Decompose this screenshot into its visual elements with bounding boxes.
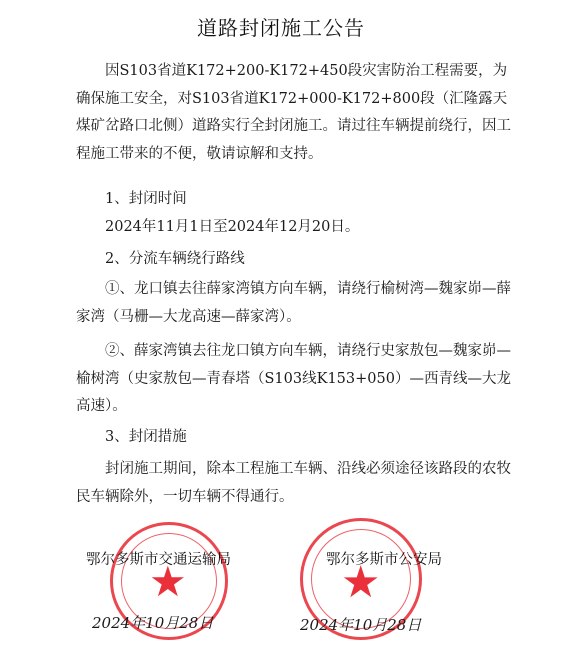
- right-signature-date: 2024年10月28日: [300, 616, 422, 634]
- section-1-heading: 1、封闭时间: [105, 191, 187, 207]
- intro-paragraph: 因S103省道K172+200-K172+450段灾害防治工程需要，为确保施工安全，对S103省道K172+000-K172+800段（汇隆露天煤矿岔路口北侧）道路实行全封闭施工。请过往车辆提前绕行，因工程施工带来的不便，敬请谅解和支持。: [76, 63, 511, 162]
- left-signature-date: 2024年10月28日: [92, 614, 214, 632]
- page-title: 道路封闭施工公告: [197, 16, 365, 40]
- right-seal-star-icon: ★: [341, 557, 381, 608]
- right-signature-org: 鄂尔多斯市公安局: [326, 552, 442, 568]
- left-signature-org: 鄂尔多斯市交通运输局: [86, 552, 231, 568]
- section-2-heading: 2、分流车辆绕行路线: [105, 251, 245, 267]
- section-1-text: 2024年11月1日至2024年12月20日。: [105, 219, 360, 235]
- section-3-heading: 3、封闭措施: [105, 429, 187, 445]
- route-2-text: ②、薛家湾镇去往龙口镇方向车辆，请绕行史家敖包—魏家峁—榆树湾（史家敖包—青春塔（S103线K153+050）—西青线—大龙高速）。: [76, 343, 511, 414]
- section-3-text: 封闭施工期间，除本工程施工车辆、沿线必须途径该路段的农牧民车辆除外，一切车辆不得通行。: [76, 461, 511, 505]
- route-1-text: ①、龙口镇去往薛家湾镇方向车辆，请绕行榆树湾—魏家峁—薛家湾（马栅—大龙高速—薛家湾）。: [76, 281, 511, 325]
- left-seal-star-icon: ★: [149, 557, 187, 606]
